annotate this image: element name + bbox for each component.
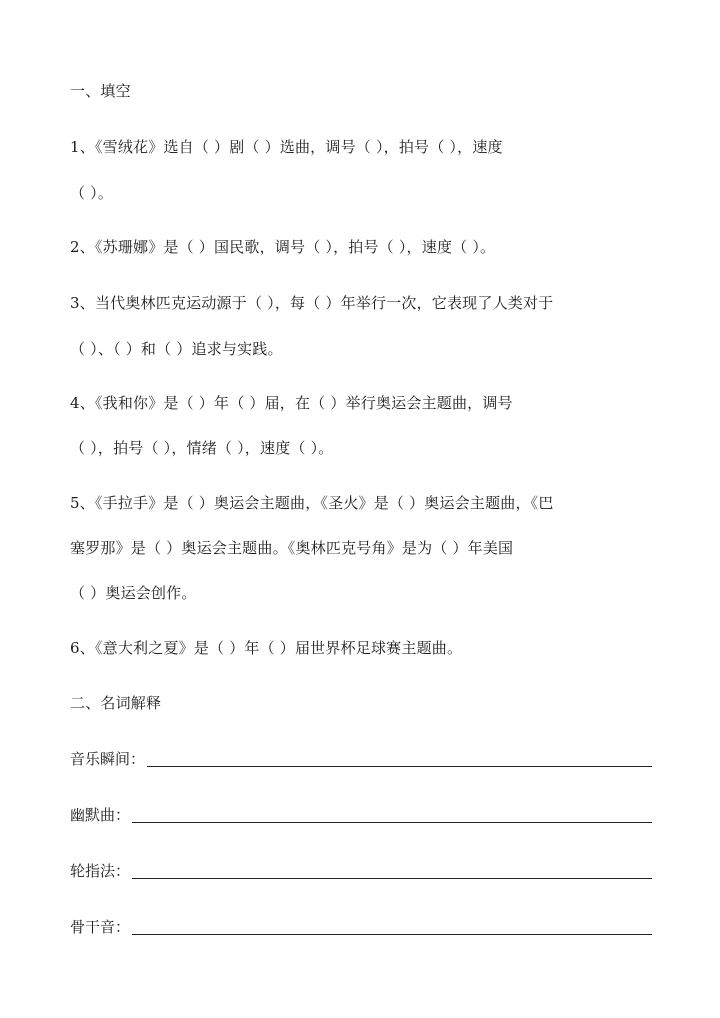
question-5-line-2: 塞罗那》是（ ）奥运会主题曲。《奥林匹克号角》是为（ ）年美国 <box>70 539 514 557</box>
question-1-line-1: 1、《雪绒花》选自（ ）剧（ ）选曲，调号（ ），拍号（ ），速度 <box>70 138 503 156</box>
question-4-line-2: （ ），拍号（ ），情绪（ ），速度（ ）。 <box>70 439 334 457</box>
answer-line[interactable] <box>132 877 652 879</box>
answer-line[interactable] <box>132 933 652 935</box>
definition-row <box>70 860 652 881</box>
definition-label: 幽默曲： <box>70 806 131 824</box>
question-4-line-1: 4、《我和你》是（ ）年（ ）届，在（ ）举行奥运会主题曲，调号 <box>70 394 513 412</box>
question-3-line-2: （ ）、（ ）和（ ）追求与实践。 <box>70 340 283 358</box>
answer-line[interactable] <box>132 821 652 823</box>
definition-label: 骨干音： <box>70 918 131 936</box>
definition-label: 轮指法： <box>70 862 131 880</box>
question-3-line-1: 3、当代奥林匹克运动源于（ ），每（ ）年举行一次，它表现了人类对于 <box>70 294 554 312</box>
question-2-line-1: 2、《苏珊娜》是（ ）国民歌，调号（ ），拍号（ ），速度（ ）。 <box>70 238 496 256</box>
question-5-line-1: 5、《手拉手》是（ ）奥运会主题曲，《圣火》是（ ）奥运会主题曲，《巴 <box>70 494 554 512</box>
section-definitions-title: 二、名词解释 <box>70 694 162 712</box>
definition-row <box>70 748 652 769</box>
question-1-line-2: （ ）。 <box>70 184 114 202</box>
answer-line[interactable] <box>147 765 652 767</box>
definition-row <box>70 804 652 825</box>
section-fill-blank-title: 一、填空 <box>70 82 131 100</box>
question-5-line-3: （ ）奥运会创作。 <box>70 584 197 602</box>
definition-label: 音乐瞬间： <box>70 750 146 768</box>
question-6-line-1: 6、《意大利之夏》是（ ）年（ ）届世界杯足球赛主题曲。 <box>70 639 463 657</box>
definition-row <box>70 916 652 937</box>
